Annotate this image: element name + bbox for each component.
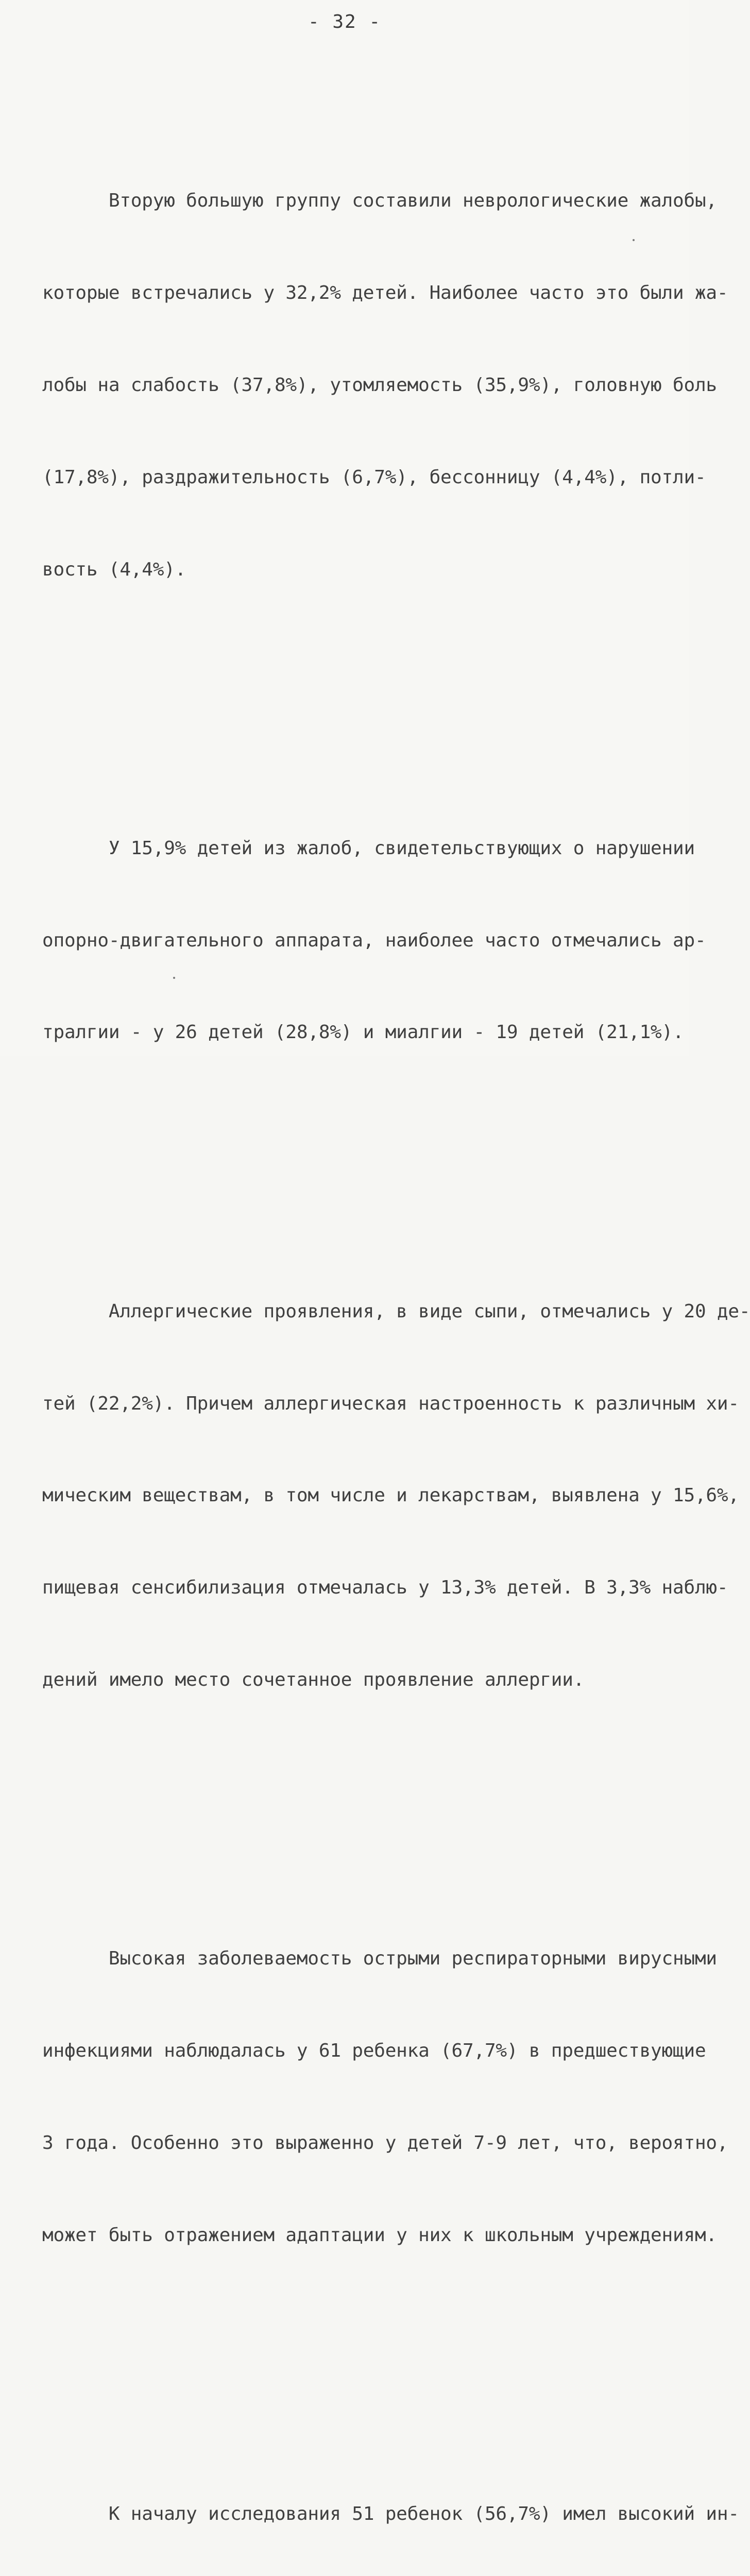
paragraph [42, 1235, 750, 1757]
paragraph [42, 772, 706, 1110]
body-text [42, 63, 750, 2576]
text-line: инфекциями наблюдалась у 61 ребенка (67,7%) в предшествующие [42, 2040, 706, 2061]
text-line: лобы на слабость (37,8%), утомляемость (35,9%), головную боль [42, 374, 717, 396]
page-number: - 32 - [308, 11, 382, 32]
paragraph-gap [42, 1171, 640, 1173]
paragraph-gap [42, 2374, 640, 2376]
text-line: 3 года. Особенно это выраженно у детей 7-9 лет, что, вероятно, [42, 2132, 728, 2154]
text-line: опорно-двигательного аппарата, наиболее часто отмечались ар- [42, 929, 706, 951]
text-line: (17,8%), раздражительность (6,7%), бессонницу (4,4%), потли- [42, 466, 706, 488]
paragraph [42, 1882, 728, 2312]
text-line: которые встречались у 32,2% детей. Наиболее часто это были жа- [42, 282, 728, 304]
text-line: Аллергические проявления, в виде сыпи, отмечались у 20 де- [42, 1300, 750, 1322]
text-line: дений имело место сочетанное проявление аллергии. [42, 1669, 585, 1690]
text-line: вость (4,4%). [42, 558, 186, 580]
paragraph-gap [42, 1818, 640, 1821]
paragraph [42, 2437, 739, 2576]
text-line: Вторую большую группу составили неврологические жалобы, [42, 190, 717, 212]
paragraph-gap [42, 707, 640, 710]
scan-speck [173, 977, 175, 979]
text-line: может быть отражением адаптации у них к школьным учреждениям. [42, 2224, 717, 2246]
text-line: Высокая заболеваемость острыми респираторными вирусными [42, 1948, 717, 1970]
paragraph [42, 124, 728, 646]
text-line: мическим веществам, в том числе и лекарствам, выявлена у 15,6%, [42, 1485, 739, 1506]
text-line: пищевая сенсибилизация отмечалась у 13,3% детей. В 3,3% наблю- [42, 1577, 728, 1599]
text-line: тралгии - у 26 детей (28,8%) и миалгии - 19 детей (21,1%). [42, 1022, 684, 1043]
text-line: тей (22,2%). Причем аллергическая настроенность к различным хи- [42, 1393, 739, 1414]
text-line: У 15,9% детей из жалоб, свидетельствующих о нарушении [42, 837, 695, 859]
scan-speck [633, 239, 635, 241]
text-line: К началу исследования 51 ребенок (56,7%) имел высокий ин- [42, 2503, 739, 2524]
